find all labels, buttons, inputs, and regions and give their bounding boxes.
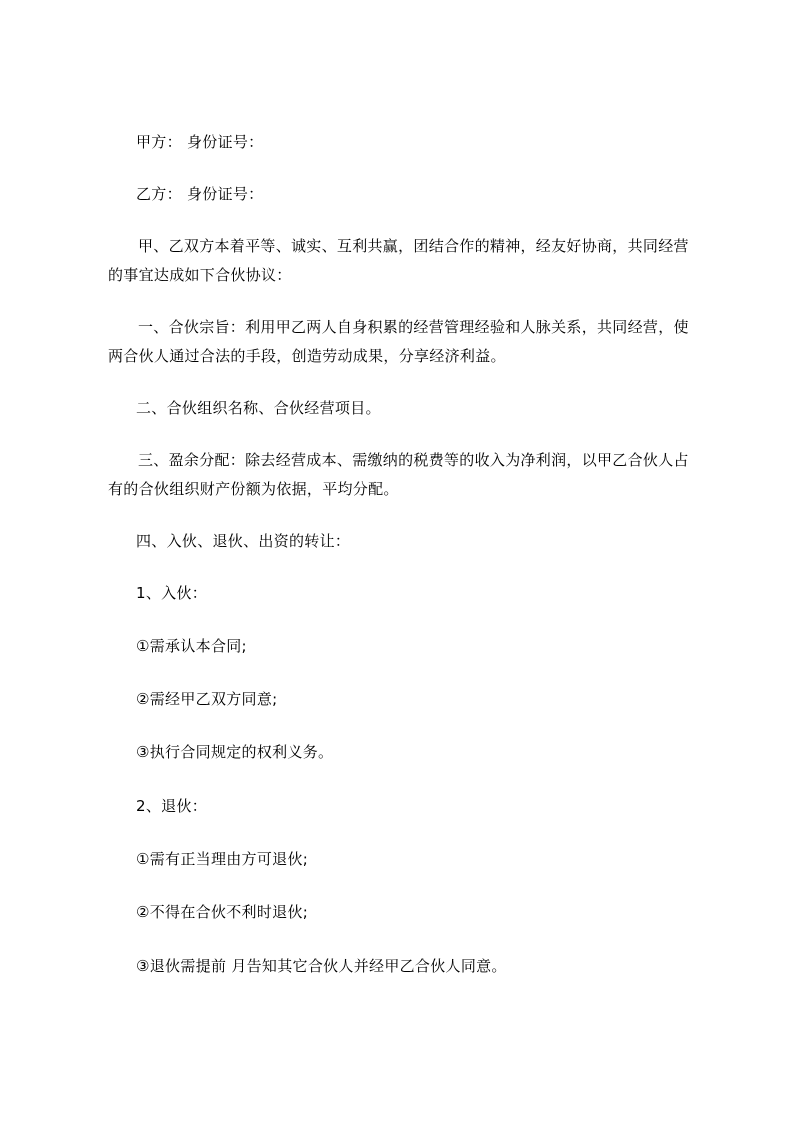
party-a-line: 甲方： 身份证号： <box>136 133 264 151</box>
clause-transfer: 四、入伙、退伙、出资的转让： <box>136 532 351 550</box>
withdraw-item-3: ③退伙需提前 月告知其它合伙人并经甲乙合伙人同意。 <box>136 957 507 975</box>
subsection-join-title: 1、入伙： <box>136 584 208 602</box>
intro-paragraph: 甲、乙双方本着平等、诚实、互利共赢，团结合作的精神，经友好协商，共同经营的事宜达成如下合伙协议： <box>108 237 689 284</box>
withdraw-item-1: ①需有正当理由方可退伙; <box>136 850 309 868</box>
subsection-withdraw-title: 2、退伙： <box>136 797 208 815</box>
clause-purpose: 一、合伙宗旨：利用甲乙两人自身积累的经营管理经验和人脉关系，共同经营，使两合伙人通过合法的手段，创造劳动成果，分享经济利益。 <box>108 318 689 365</box>
join-item-2: ②需经甲乙双方同意; <box>136 690 278 708</box>
clause-name-project: 二、合伙组织名称、合伙经营项目。 <box>136 399 381 417</box>
clause-profit-distribution: 三、盈余分配：除去经营成本、需缴纳的税费等的收入为净利润，以甲乙合伙人占有的合伙组织财产份额为依据，平均分配。 <box>108 451 689 498</box>
join-item-1: ①需承认本合同; <box>136 637 247 655</box>
join-item-3: ③执行合同规定的权利义务。 <box>136 743 334 761</box>
party-b-line: 乙方： 身份证号： <box>136 185 264 203</box>
withdraw-item-2: ②不得在合伙不利时退伙; <box>136 903 309 921</box>
